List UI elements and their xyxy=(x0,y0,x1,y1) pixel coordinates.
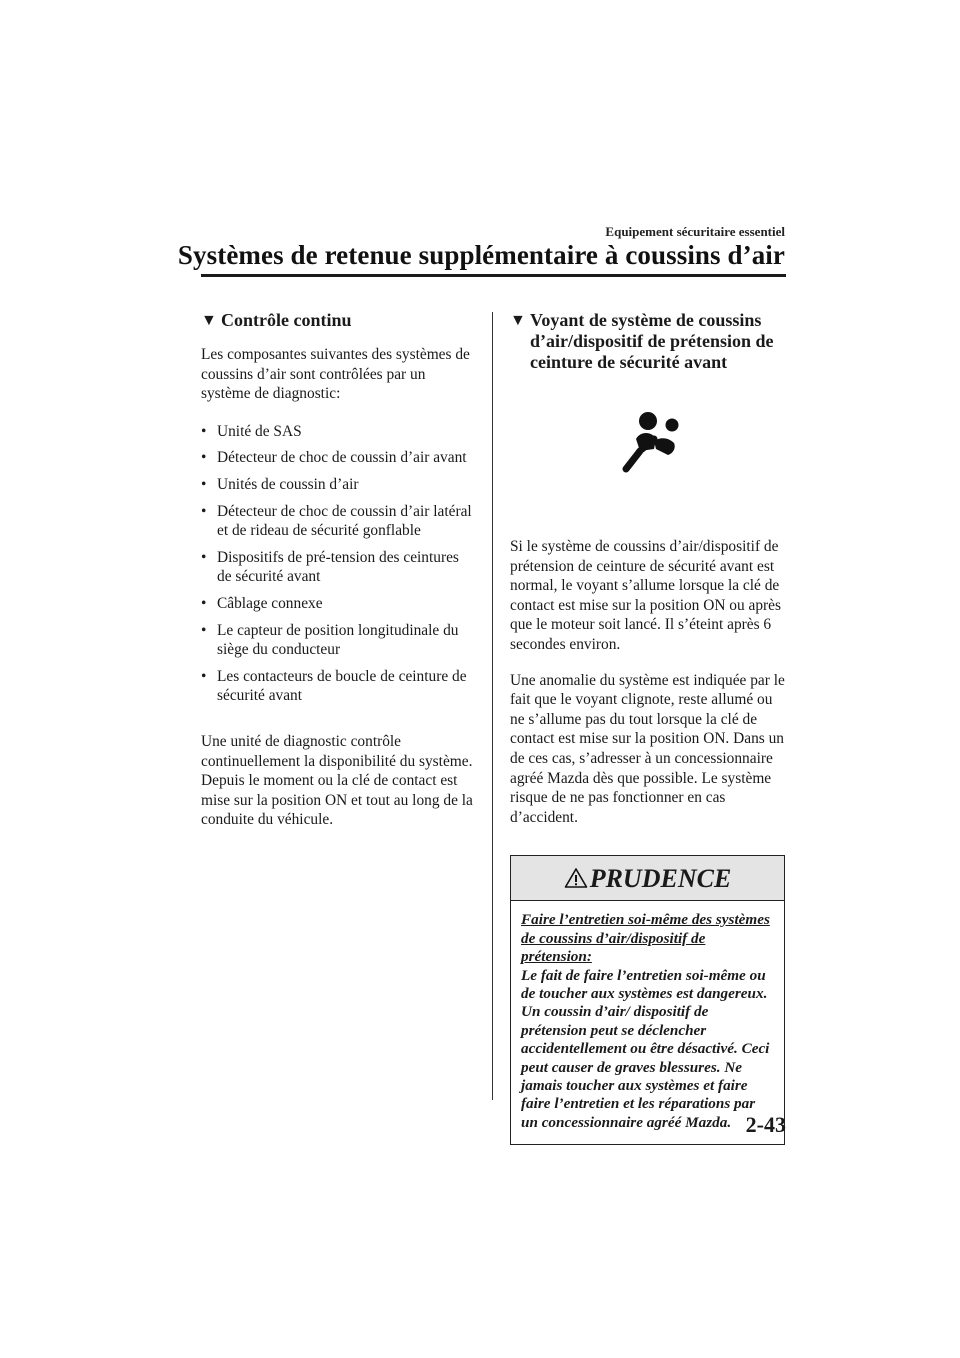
bullet-icon: • xyxy=(201,548,207,566)
intro-paragraph: Les composantes suivantes des systèmes de coussins d’air sont contrôlées par un système de diagnostic: xyxy=(201,346,470,403)
malfunction-paragraph: Une anomalie du système est indiquée par le fait que le voyant clignote, reste allumé ou ne s’allume pas du tout lorsque la clé de contact est mise sur la position ON. Dans un de ces cas, s’adresser à un concessionnaire agréé Mazda dès que possible. Le système risque de ne pas fonctionner en cas d’accident. xyxy=(510,671,785,826)
section-heading-text: Contrôle continu xyxy=(221,310,352,330)
caution-text: Le fait de faire l’entretien soi-même ou de toucher aux systèmes est dangereux. Un coussin d’air/ dispositif de prétension peut se déclencher accidentellement ou être désactivé. Ceci peut causer de graves blessures. Ne jamais toucher aux systèmes et faire faire l’entretien et les réparations par un concessionnaire agréé Mazda. xyxy=(521,966,770,1131)
list-item: • Unités de coussin d’air xyxy=(201,475,359,493)
section-heading-text: Voyant de système de coussins d’air/dispositif de prétension de ceinture de sécurité avant xyxy=(530,310,774,372)
section-heading-warning-light xyxy=(510,310,788,373)
airbag-warning-icon xyxy=(510,399,788,509)
list-item: • Câblage connexe xyxy=(201,594,323,612)
bullet-icon: • xyxy=(201,594,207,612)
header-rule xyxy=(201,274,786,277)
closing-paragraph: Une unité de diagnostic contrôle continuellement la disponibilité du système. Depuis le moment ou la clé de contact est mise sur la position ON et tout au long de la conduite du véhicule. xyxy=(201,732,473,829)
bullet-icon: • xyxy=(201,449,207,467)
page-title: Systèmes de retenue supplémentaire à coussins d’air xyxy=(177,240,785,270)
triangle-down-icon: ▼ xyxy=(201,312,217,329)
right-column xyxy=(510,310,788,1145)
list-item: • Unité de SAS xyxy=(201,422,302,440)
caution-body xyxy=(511,901,784,1144)
left-column xyxy=(201,310,477,846)
bullet-icon: • xyxy=(201,502,207,520)
page-number: 2-43 xyxy=(745,1112,786,1137)
triangle-down-icon: ▼ xyxy=(510,312,526,329)
list-item: • Le capteur de position longitudinale du siège du conducteur xyxy=(201,621,459,659)
caution-label: PRUDENCE xyxy=(589,863,732,893)
section-heading-continuous-check xyxy=(201,310,477,331)
normal-operation-paragraph: Si le système de coussins d’air/dispositif de prétension de ceinture de sécurité avant est normal, le voyant s’allume lorsque la clé de contact est mise sur la position ON ou après que le moteur soit lancé. Il s’éteint après 6 secondes environ. xyxy=(510,538,781,653)
column-divider xyxy=(492,312,493,1100)
bullet-icon: • xyxy=(201,621,207,639)
caution-header xyxy=(511,856,784,901)
list-item: • Dispositifs de pré-tension des ceintures de sécurité avant xyxy=(201,548,459,586)
list-item: • Détecteur de choc de coussin d’air latéral et de rideau de sécurité gonflable xyxy=(201,502,472,540)
list-item: • Détecteur de choc de coussin d’air avant xyxy=(201,449,467,467)
bullet-icon: • xyxy=(201,422,207,440)
header-section-label: Equipement sécuritaire essentiel xyxy=(605,224,785,239)
component-list xyxy=(201,422,477,706)
list-item: • Les contacteurs de boucle de ceinture de sécurité avant xyxy=(201,667,467,705)
caution-box xyxy=(510,855,785,1145)
bullet-icon: • xyxy=(201,667,207,685)
bullet-icon: • xyxy=(201,475,207,493)
warning-triangle-icon xyxy=(564,867,588,889)
caution-heading: Faire l’entretien soi-même des systèmes de coussins d’air/dispositif de prétension: xyxy=(521,911,770,966)
